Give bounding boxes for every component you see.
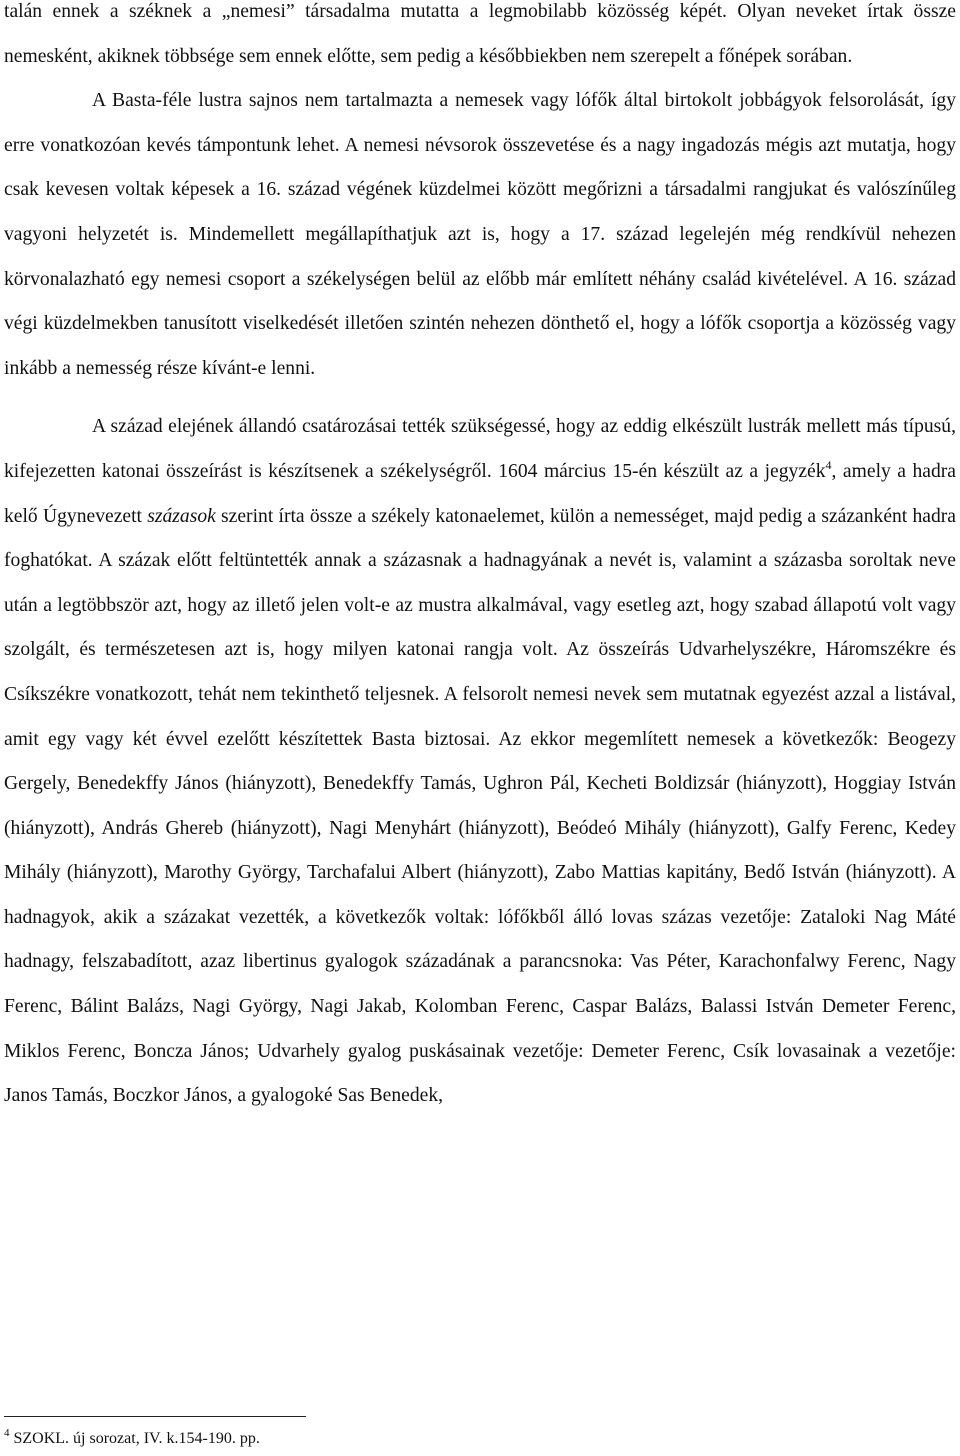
footnote (4, 1424, 260, 1454)
paragraph-continuation: talán ennek a széknek a „nemesi” társadalma mutatta a legmobilabb közösség képét. Olyan neveket írtak össze nemesként, akiknek többsége sem ennek előtte, sem pedig a későbbiekben nem szerepelt a főnépek sorában. (4, 1, 956, 67)
paragraph-text-remainder: szerint írta össze a székely katonaelemet, külön a nemességet, majd pedig a százanként hadra foghatókat. A százak előtt feltüntették annak a százasnak a hadnagyának a nevét is, valamint a százasba soroltak neve után a legtöbbször azt, hogy az illető jelen volt-e az mustra alkalmával, vagy esetleg azt, hogy szabad állapotú volt vagy szolgált, és természetesen azt is, hogy milyen katonai rangja volt. Az összeírás Udvarhelyszékre, Háromszékre és Csíkszékre vonatkozott, tehát nem tekinthető teljesnek. A felsorolt nemesi nevek sem mutatnak egyezést azzal a listával, amit egy vagy két évvel ezelőtt készítettek Basta biztosai. Az ekkor megemlített nemesek a következők: Beogezy Gergely, Benedekffy János (hiányzott), Benedekffy Tamás, Ughron Pál, Kecheti Boldizsár (hiányzott), Hoggiay István (hiányzott), András Ghereb (hiányzott), Nagi Menyhárt (hiányzott), Beódeó Mihály (hiányzott), Galfy Ferenc, Kedey Mihály (hiányzott), Marothy György, Tarchafalui Albert (hiányzott), Zabo Mattias kapitány, Bedő István (hiányzott). A hadnagyok, akik a százakat vezették, a következők voltak: lófőkből álló lovas százas vezetője: Zataloki Nag Máté hadnagy, felszabadított, azaz libertinus gyalogok századának a parancsnoka: Vas Péter, Karachonfalwy Ferenc, Nagy Ferenc, Bálint Balázs, Nagi György, Nagi Jakab, Kolomban Ferenc, Caspar Balázs, Balassi István Demeter Ferenc, Miklos Ferenc, Boncza János; Udvarhely gyalog puskásainak vezetője: Demeter Ferenc, Csík lovasainak a vezetője: Janos Tamás, Boczkor János, a gyalogoké Sas Benedek, (4, 505, 956, 1107)
footnote-separator (4, 1416, 306, 1417)
document-page (4, 0, 956, 1119)
footnote-reference[interactable]: 4 (825, 457, 832, 472)
paragraph-1604-register (4, 405, 956, 1119)
paragraph-text-before-ref: A század elejének állandó csatározásai tették szükségessé, hogy az eddig elkészült lustrák mellett más típusú, kifejezetten katonai összeírást is készítsenek a székelységről. 1604 március 15-én készült az a jegyzék (4, 416, 956, 482)
footnote-number: 4 (4, 1427, 10, 1439)
paragraph-basta-lustra: A Basta-féle lustra sajnos nem tartalmazta a nemesek vagy lófők által birtokolt jobbágyok felsorolását, így erre vonatkozóan kevés támpontunk lehet. A nemesi névsorok összevetése és a nagy ingadozás mégis azt mutatja, hogy csak kevesen voltak képesek a 16. század végének küzdelmei között megőrizni a társadalmi rangjukat és valószínűleg vagyoni helyzetét is. Mindemellett megállapíthatjuk azt is, hogy a 17. század legelején még rendkívül nehezen körvonalazható egy nemesi csoport a székelységen belül az előbb már említett néhány család kivételével. A 16. század végi küzdelmekben tanusított viselkedését illetően szintén nehezen dönthető el, hogy a lófők csoportja a közösség vagy inkább a nemesség része kívánt-e lenni. (4, 90, 956, 379)
footnote-text: SZOKL. új sorozat, IV. k.154-190. pp. (9, 1430, 260, 1447)
paragraph-text-after-ref: , amely a hadra kelő Úgynevezett (4, 460, 956, 527)
italic-term: százasok (147, 505, 216, 527)
